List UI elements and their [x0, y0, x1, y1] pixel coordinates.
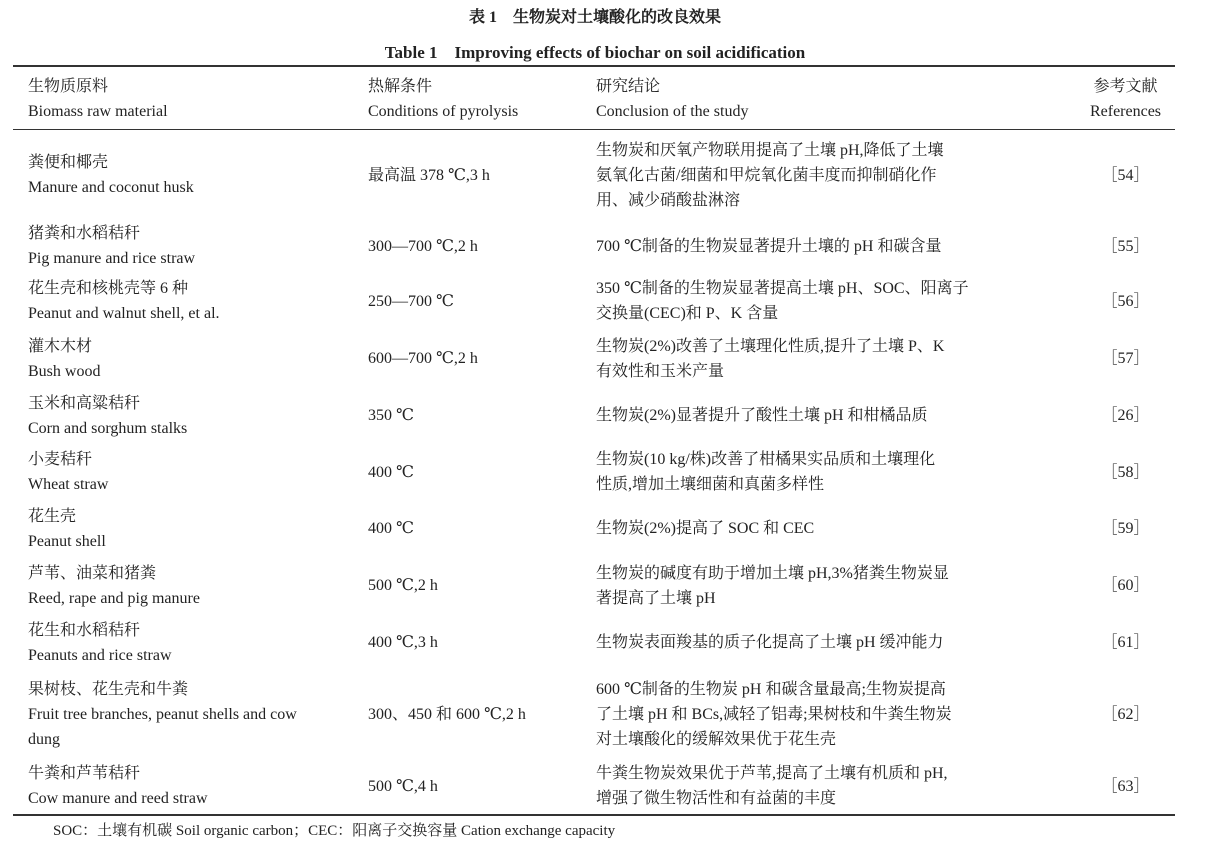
material-cell — [13, 387, 368, 444]
conclusion-cell — [596, 614, 1066, 671]
reference-cell: ［57］ — [1101, 350, 1150, 367]
material-zh: 猪粪和水稻秸秆 — [28, 225, 141, 242]
material-zh: 牛粪和芦苇秸秆 — [28, 765, 141, 782]
conclusion-cell — [596, 130, 1066, 220]
conclusion-cell — [596, 272, 1066, 330]
conditions-cell: 250—700 ℃ — [368, 292, 454, 310]
table-row — [13, 220, 1175, 272]
material-zh: 小麦秸秆 — [28, 451, 93, 468]
reference-cell: ［26］ — [1101, 407, 1150, 424]
reference-cell: ［63］ — [1101, 777, 1150, 795]
conclusion-line: 了土壤 pH 和 BCs,减轻了铝毒;果树枝和牛粪生物炭 — [596, 705, 952, 723]
material-en: Cow manure and reed straw — [28, 790, 208, 807]
conclusion-line: 700 ℃制备的生物炭显著提升土壤的 pH 和碳含量 — [596, 237, 942, 255]
conclusion-line: 牛粪生物炭效果优于芦苇,提高了土壤有机质和 pH, — [596, 765, 948, 782]
material-en: Peanut shell — [28, 532, 106, 550]
material-zh: 粪便和椰壳 — [28, 154, 109, 171]
table-row — [13, 330, 1175, 387]
conditions-cell: 400 ℃,3 h — [368, 634, 438, 651]
reference-cell: ［59］ — [1101, 520, 1150, 537]
conclusion-line: 生物炭表面羧基的质子化提高了土壤 pH 缓冲能力 — [596, 634, 944, 651]
material-en: Peanuts and rice straw — [28, 646, 172, 664]
material-cell — [13, 220, 368, 272]
table-row — [13, 130, 1175, 220]
conditions-cell: 400 ℃ — [368, 463, 414, 481]
material-en: Reed, rape and pig manure — [28, 589, 200, 607]
conclusion-cell — [596, 500, 1066, 557]
table-row — [13, 444, 1175, 500]
material-en: Pig manure and rice straw — [28, 250, 196, 267]
material-cell — [13, 330, 368, 387]
conclusion-cell — [596, 757, 1066, 815]
conditions-cell: 500 ℃,2 h — [368, 577, 438, 594]
material-cell — [13, 130, 368, 220]
material-en: Peanut and walnut shell, et al. — [28, 305, 220, 322]
conclusion-cell — [596, 387, 1066, 444]
table-row — [13, 557, 1175, 614]
conclusion-line: 生物炭的碱度有助于增加土壤 pH,3%猪粪生物炭显 — [596, 564, 949, 582]
material-zh: 花生和水稻秸秆 — [28, 621, 141, 639]
conditions-cell: 500 ℃,4 h — [368, 777, 438, 795]
table-row — [13, 387, 1175, 444]
conclusion-cell — [596, 220, 1066, 272]
conclusion-cell — [596, 330, 1066, 387]
material-zh: 花生壳和核桃壳等 6 种 — [28, 280, 189, 297]
conclusion-line: 性质,增加土壤细菌和真菌多样性 — [596, 476, 825, 493]
header-conditions: 热解条件 Conditions of pyrolysis — [368, 78, 519, 120]
material-zh: 玉米和高粱秸秆 — [28, 394, 141, 412]
header-conclusion: 研究结论 Conclusion of the study — [596, 78, 749, 120]
header-material: 生物质原料 Biomass raw material — [28, 78, 168, 120]
conclusion-line: 生物炭(2%)显著提升了酸性土壤 pH 和柑橘品质 — [596, 407, 928, 424]
material-cell — [13, 671, 368, 757]
material-zh: 花生壳 — [28, 507, 77, 525]
conclusion-line: 著提高了土壤 pH — [596, 589, 716, 607]
top-rule — [13, 65, 1175, 67]
material-en: Manure and coconut husk — [28, 179, 194, 196]
table-caption-zh: 表 1 生物炭对土壤酸化的改良效果 — [468, 9, 721, 26]
conditions-cell: 600—700 ℃,2 h — [368, 350, 478, 367]
conclusion-line: 氨氧化古菌/细菌和甲烷氧化菌丰度而抑制硝化作 — [596, 166, 937, 184]
material-zh: 芦苇、油菜和猪粪 — [28, 564, 157, 582]
conclusion-cell — [596, 444, 1066, 500]
material-cell — [13, 272, 368, 330]
table-row — [13, 757, 1175, 815]
reference-cell: ［55］ — [1101, 237, 1150, 255]
material-cell — [13, 500, 368, 557]
conclusion-cell — [596, 557, 1066, 614]
material-en: Corn and sorghum stalks — [28, 419, 188, 437]
conditions-cell: 350 ℃ — [368, 407, 414, 424]
conclusion-line: 生物炭(2%)提高了 SOC 和 CEC — [596, 520, 815, 537]
material-en: Wheat straw — [28, 476, 109, 493]
material-zh: 灌木木材 — [28, 337, 93, 355]
material-en: Fruit tree branches, peanut shells and cow dung — [28, 705, 297, 748]
header-references: 参考文献 References — [1089, 78, 1162, 120]
material-cell — [13, 614, 368, 671]
reference-cell: ［58］ — [1101, 463, 1150, 481]
material-cell — [13, 557, 368, 614]
conclusion-line: 600 ℃制备的生物炭 pH 和碳含量最高;生物炭提高 — [596, 680, 946, 698]
material-en: Bush wood — [28, 362, 101, 380]
reference-cell: ［61］ — [1101, 634, 1150, 651]
material-cell — [13, 757, 368, 815]
conditions-cell: 400 ℃ — [368, 520, 414, 537]
conclusion-line: 交换量(CEC)和 P、K 含量 — [596, 305, 779, 322]
conclusion-cell — [596, 671, 1066, 757]
conclusion-line: 对土壤酸化的缓解效果优于花生壳 — [596, 730, 837, 748]
conclusion-line: 生物炭和厌氧产物联用提高了土壤 pH,降低了土壤 — [596, 141, 944, 159]
table-row — [13, 614, 1175, 671]
table-footnote: SOC：土壤有机碳 Soil organic carbon；CEC：阳离子交换容量 Cation exchange capacity — [53, 823, 616, 839]
conclusion-line: 用、减少硝酸盐淋溶 — [596, 191, 741, 209]
conditions-cell: 300、450 和 600 ℃,2 h — [368, 705, 526, 723]
conditions-cell: 300—700 ℃,2 h — [368, 237, 478, 255]
reference-cell: ［54］ — [1101, 166, 1150, 184]
reference-cell: ［60］ — [1101, 577, 1150, 594]
table-row — [13, 671, 1175, 757]
conclusion-line: 生物炭(10 kg/株)改善了柑橘果实品质和土壤理化 — [596, 451, 936, 468]
biochar-table — [13, 68, 1175, 815]
reference-cell: ［56］ — [1101, 292, 1150, 310]
conclusion-line: 350 ℃制备的生物炭显著提高土壤 pH、SOC、阳离子 — [596, 280, 969, 297]
conditions-cell: 最高温 378 ℃,3 h — [368, 166, 490, 184]
material-zh: 果树枝、花生壳和牛粪 — [28, 680, 189, 698]
table-header — [13, 68, 1175, 130]
table-row — [13, 272, 1175, 330]
reference-cell: ［62］ — [1101, 705, 1150, 723]
table-caption-en: Table 1 Improving effects of biochar on soil acidification — [384, 43, 806, 62]
conclusion-line: 增强了微生物活性和有益菌的丰度 — [596, 790, 837, 807]
table-row — [13, 500, 1175, 557]
material-cell — [13, 444, 368, 500]
conclusion-line: 有效性和玉米产量 — [596, 362, 725, 380]
conclusion-line: 生物炭(2%)改善了土壤理化性质,提升了土壤 P、K — [596, 337, 945, 355]
